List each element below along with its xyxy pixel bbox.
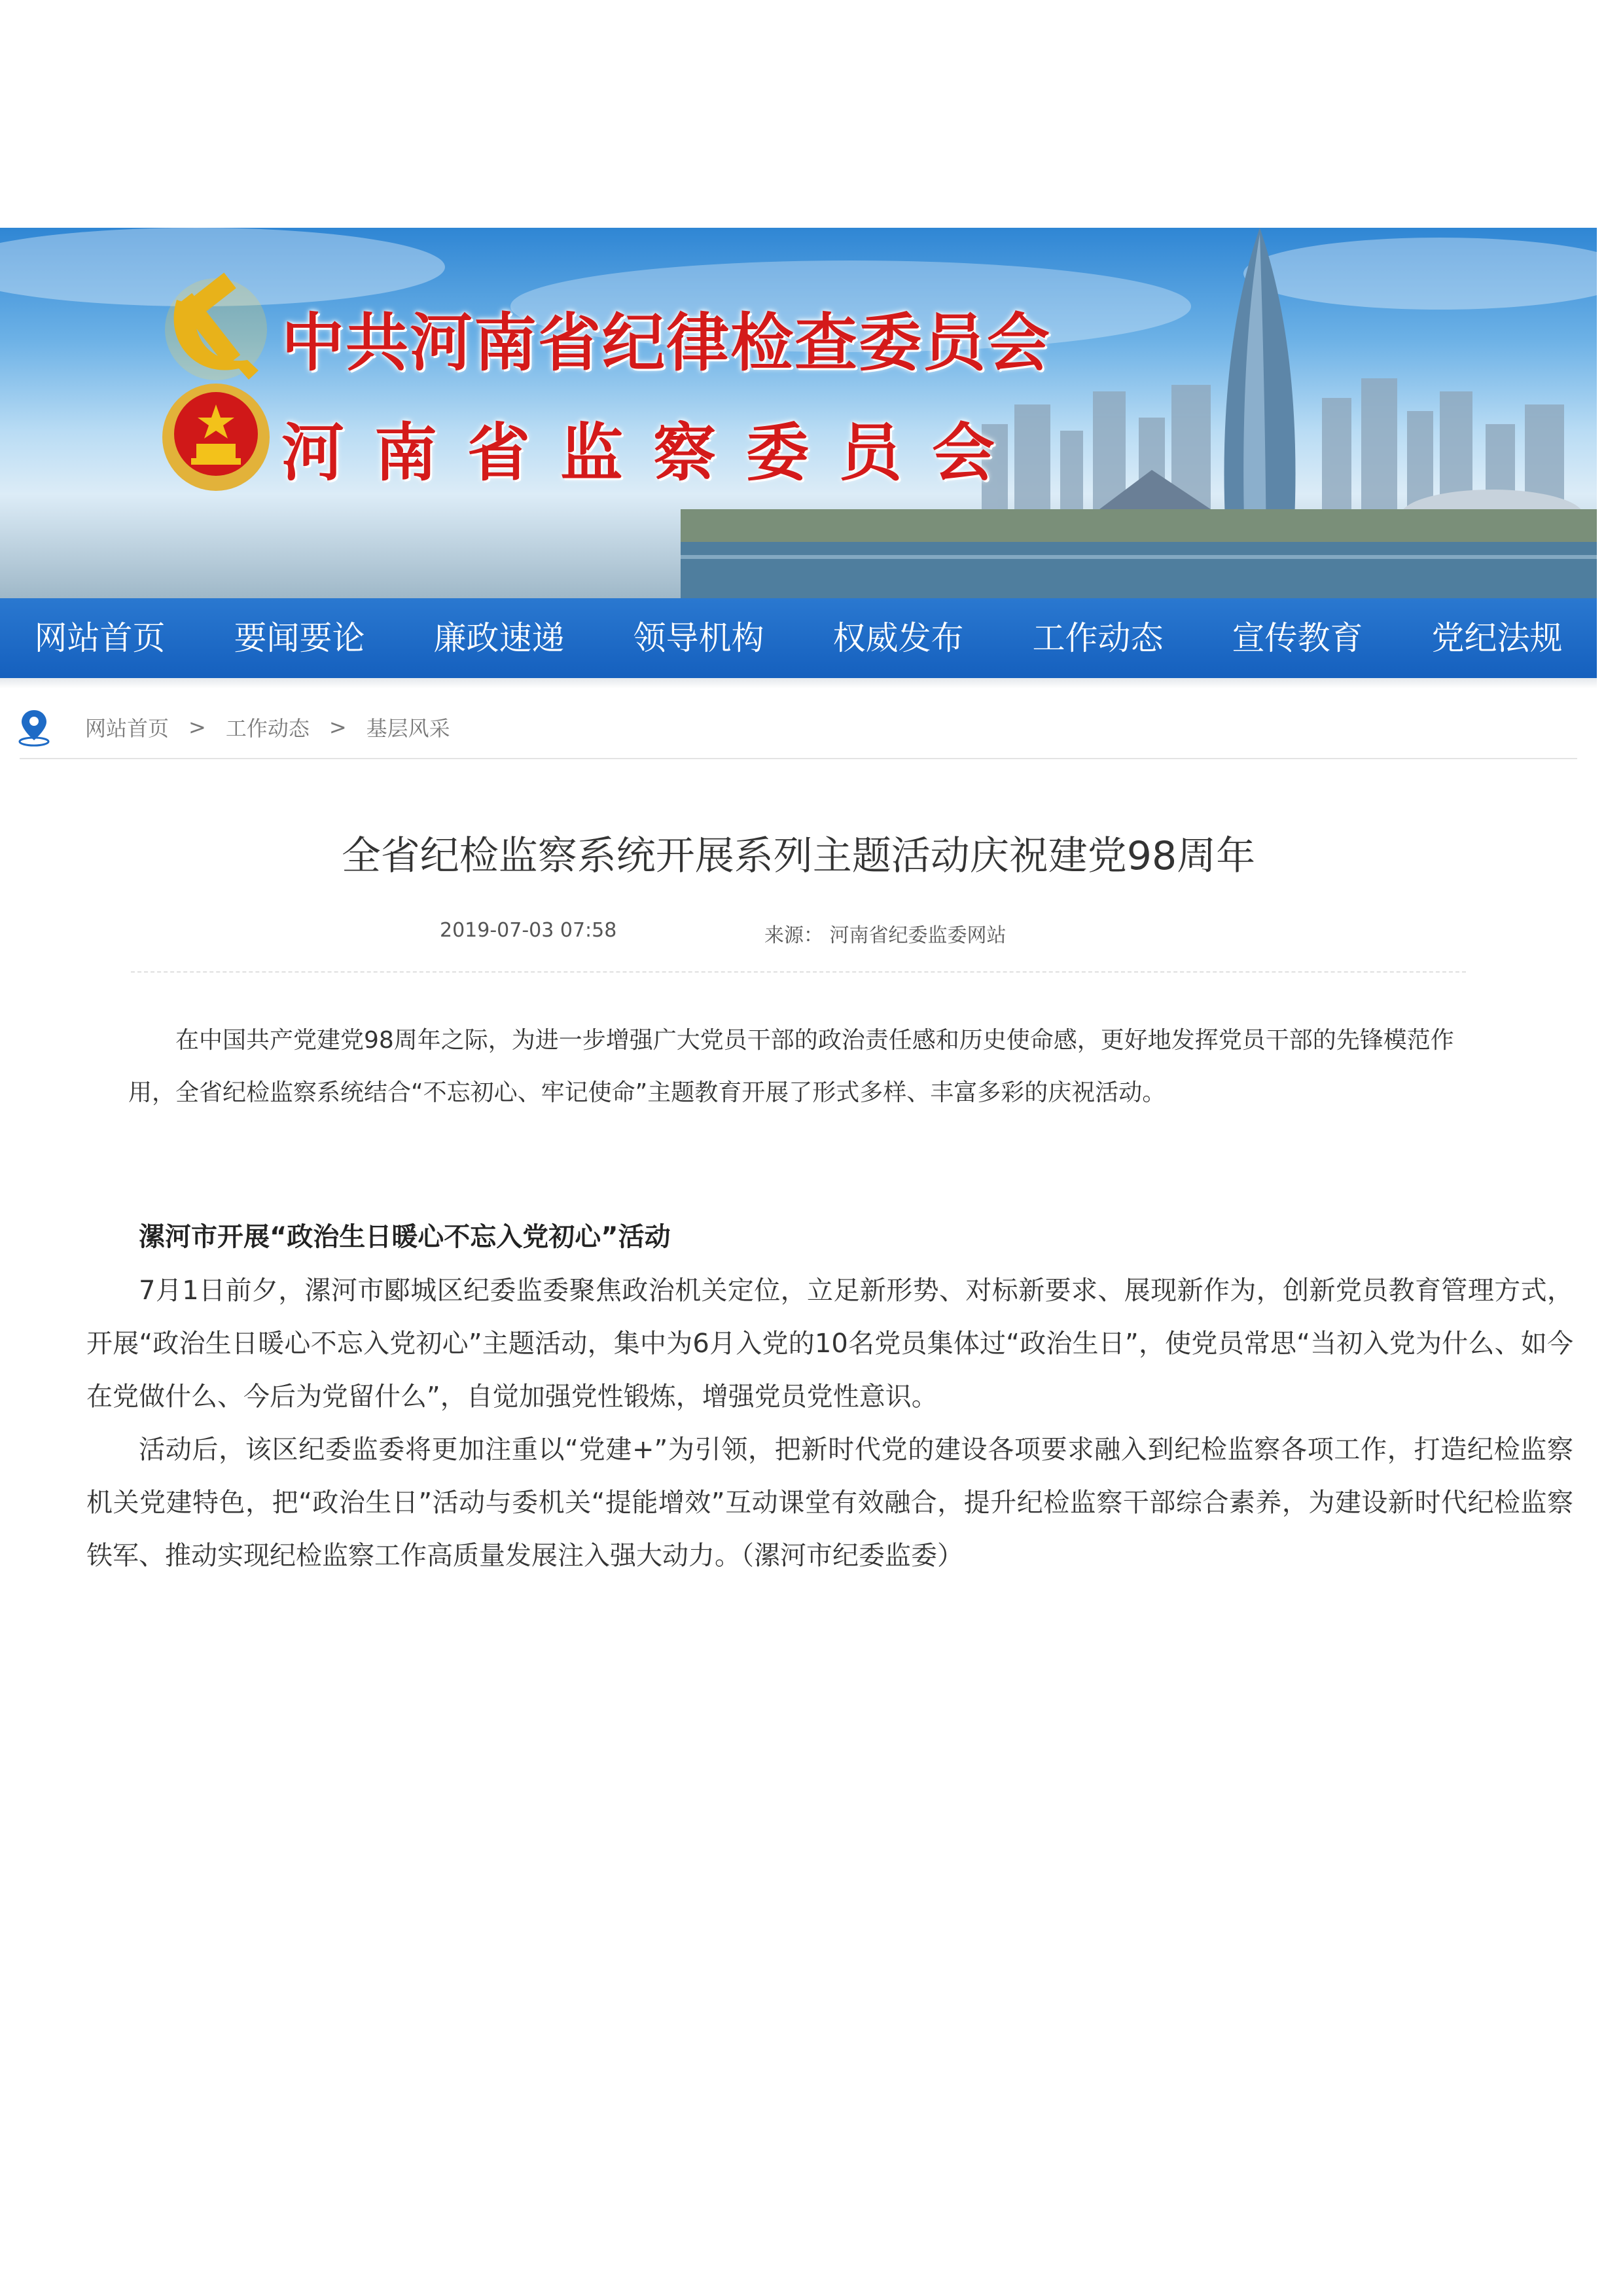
nav-shadow (0, 678, 1597, 689)
breadcrumb-home[interactable]: 网站首页 (85, 716, 169, 741)
breadcrumb-work-updates[interactable]: 工作动态 (225, 716, 310, 741)
article-paragraph: 活动后，该区纪委监委将更加注重以“党建+”为引领，把新时代党的建设各项要求融入到纪检监察各项工作，打造纪检监察机关党建特色，把“政治生日”活动与委机关“提能增效”互动课堂有效融合，提升纪检监察干部综合素养，为建设新时代纪检监察铁军、推动实现纪检监察工作高质量发展注入强大动力。（漯河市纪委监委） (86, 1435, 1573, 1571)
article-intro: 在中国共产党建党98周年之际，为进一步增强广大党员干部的政治责任感和历史使命感，更好地发挥党员干部的先锋模范作用，全省纪检监察系统结合“不忘初心、牢记使命”主题教育开展了形式多样、丰富多彩的庆祝活动。 (128, 1027, 1454, 1106)
breadcrumb-separator: > (188, 715, 206, 740)
divider (131, 971, 1466, 973)
section-title: 漯河市开展“政治生日暖心不忘入党初心”活动 (139, 1222, 671, 1252)
banner-title-supervision: 河南省监察委员会 (281, 416, 1025, 490)
article-title: 全省纪检监察系统开展系列主题活动庆祝建党98周年 (341, 833, 1256, 879)
breadcrumb-separator: > (329, 715, 347, 740)
main-nav (0, 598, 1597, 678)
header-banner (0, 228, 1597, 598)
nav-item-news[interactable]: 要闻要论 (234, 619, 365, 657)
nav-item-leadership[interactable]: 领导机构 (633, 619, 764, 657)
nav-item-integrity-express[interactable]: 廉政速递 (433, 619, 565, 657)
breadcrumb (16, 704, 1580, 750)
banner-title-commission: 中共河南省纪律检查委员会 (281, 306, 1051, 380)
nav-item-work-updates[interactable]: 工作动态 (1032, 619, 1164, 657)
divider (20, 758, 1577, 759)
national-emblem-icon (162, 384, 270, 491)
breadcrumb-grassroots[interactable]: 基层风采 (366, 716, 450, 741)
location-pin-icon (16, 708, 52, 747)
nav-item-home[interactable]: 网站首页 (34, 619, 166, 657)
nav-item-regulations[interactable]: 党纪法规 (1431, 619, 1563, 657)
article-paragraph: 7月1日前夕，漯河市郾城区纪委监委聚焦政治机关定位，立足新形势、对标新要求、展现新作为，创新党员教育管理方式，开展“政治生日暖心不忘入党初心”主题活动，集中为6月入党的10名党员集体过“政治生日”，使党员常思“当初入党为什么、如今在党做什么、今后为党留什么”，自觉加强党性锻炼，增强党员党性意识。 (86, 1276, 1573, 1412)
article-date: 2019-07-03 07:58 (440, 919, 617, 942)
nav-item-releases[interactable]: 权威发布 (832, 619, 964, 657)
nav-item-education[interactable]: 宣传教育 (1232, 619, 1363, 657)
article-source: 来源： 河南省纪委监委网站 (764, 924, 1007, 947)
